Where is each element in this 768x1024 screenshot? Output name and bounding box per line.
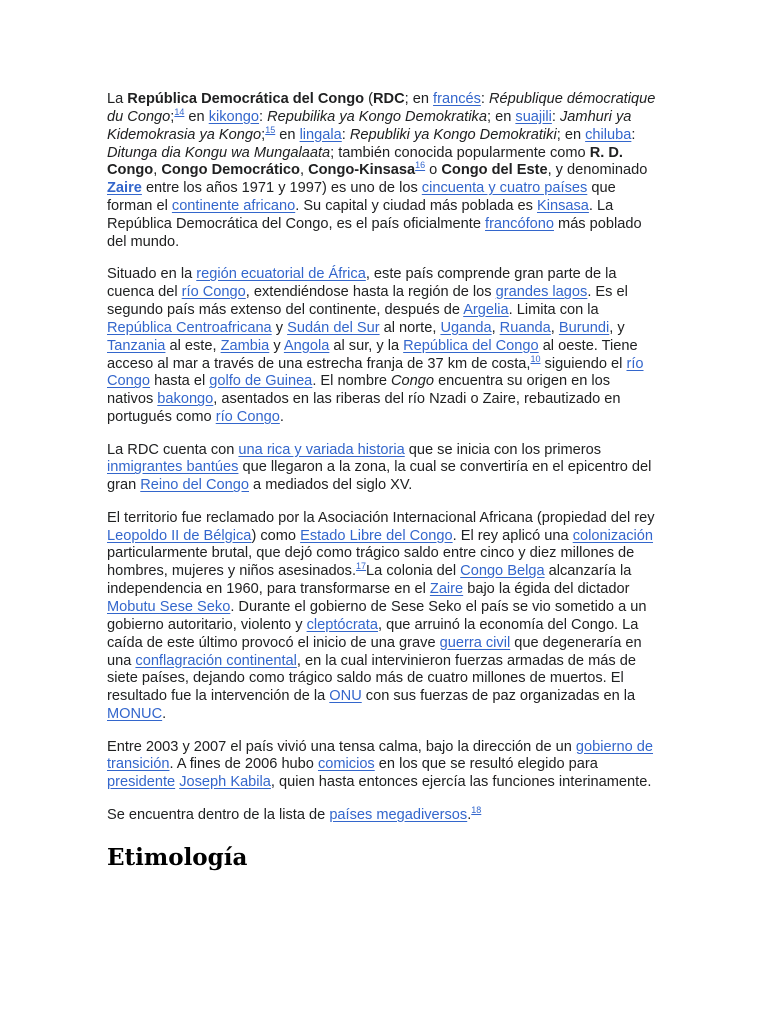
text-run: o — [425, 162, 442, 179]
link-burundi[interactable]: Burundi — [558, 319, 610, 336]
paragraph-geography — [107, 266, 659, 427]
reference-link-10[interactable]: 10 — [530, 353, 541, 364]
text-run: , y — [609, 319, 625, 336]
text-run: y — [271, 319, 288, 336]
text-run: , y denominado — [547, 162, 648, 179]
paragraph-megadiverse — [107, 804, 659, 825]
text-run: que se inicia con los primeros — [404, 441, 602, 458]
text-run: con sus fuerzas de paz organizadas en la — [361, 688, 636, 705]
link-paises-megadiversos[interactable]: países megadiversos — [329, 806, 468, 823]
text-run: al sur, y la — [329, 337, 404, 354]
text-run: y — [269, 337, 284, 354]
text-run: particularmente brutal, que dejó como trágico saldo entre cinco y diez millones de hombres, mujeres y niños asesinados. — [107, 545, 635, 580]
text-run: más poblado del mundo. — [107, 215, 642, 250]
bold-term: Congo Democrático — [161, 162, 300, 179]
text-run: . Durante el gobierno de Sese Seko el país se vio sometido a un gobierno autoritario, violento y — [107, 599, 647, 633]
bold-term: República Democrática del Congo — [127, 91, 365, 107]
link-rio-congo[interactable]: río Congo — [107, 355, 644, 390]
link-angola[interactable]: Angola — [283, 337, 330, 354]
text-run: , asentados en las riberas del río Nzadi o Zaire, rebautizado en portugués como — [107, 391, 621, 426]
reference-superscript — [530, 354, 540, 364]
text-run: , — [550, 319, 559, 336]
section-heading-etimologia: Etimología — [107, 843, 248, 871]
italic-name: Republiki ya Kongo Demokratiki — [349, 126, 557, 143]
link-lingala[interactable]: lingala — [299, 126, 342, 143]
link-chiluba[interactable]: chiluba — [585, 126, 632, 143]
link-gobierno-de-transicion[interactable]: gobierno de transición — [107, 738, 654, 773]
bold-term: Congo del Este — [441, 162, 548, 179]
reference-superscript — [471, 805, 481, 815]
bold-term: Congo-Kinsasa — [308, 162, 416, 179]
link-argelia[interactable]: Argelia — [463, 301, 509, 318]
link-golfo-de-guinea[interactable]: golfo de Guinea — [209, 373, 313, 390]
link-ruanda[interactable]: Ruanda — [499, 319, 551, 336]
text-run: que forman el — [107, 180, 616, 215]
text-run: . — [467, 806, 472, 823]
link-tanzania[interactable]: Tanzania — [107, 337, 166, 354]
reference-superscript — [356, 561, 366, 571]
text-run: a mediados del siglo XV. — [249, 477, 413, 494]
link-onu[interactable]: ONU — [329, 688, 362, 705]
text-run: : — [259, 108, 268, 125]
text-run: . A fines de 2006 hubo — [169, 756, 318, 773]
text-run: ; también conocida popularmente como — [330, 144, 590, 161]
bold-term: RDC — [373, 91, 405, 107]
text-run: La RDC cuenta con — [107, 441, 239, 458]
paragraph-transition — [107, 739, 659, 793]
text-run: . La República Democrática del Congo, es el país oficialmente — [107, 198, 614, 232]
text-run: Se encuentra dentro de la lista de — [107, 806, 330, 823]
link-bakongo[interactable]: bakongo — [157, 391, 214, 408]
link-guerra-civil[interactable]: guerra civil — [439, 634, 511, 651]
reference-link-17[interactable]: 17 — [356, 561, 367, 572]
text-run: La — [107, 91, 128, 107]
text-run: ; en — [404, 91, 434, 107]
link-joseph-kabila[interactable]: Joseph Kabila — [179, 774, 271, 791]
text-run: . — [279, 409, 284, 426]
text-run: . El nombre — [312, 373, 391, 390]
bold-term: R. D. Congo — [107, 144, 623, 179]
link-kinsasa[interactable]: Kinsasa — [536, 198, 589, 215]
reference-link-14[interactable]: 14 — [174, 106, 185, 117]
link-leopoldo-ii-de-belgica[interactable]: Leopoldo II de Bélgica — [107, 527, 252, 544]
text-run: . Es el segundo país más extenso del continente, después de — [107, 284, 628, 318]
text-run: ; en — [556, 126, 586, 143]
text-run: . El rey aplicó una — [452, 527, 573, 544]
text-run: , quien hasta entonces ejercía las funciones interinamente. — [270, 774, 652, 791]
text-run: ; — [261, 126, 266, 143]
link-comicios[interactable]: comicios — [317, 756, 375, 773]
text-run: , — [153, 162, 162, 179]
text-run: ; en — [486, 108, 516, 125]
link-congo-belga[interactable]: Congo Belga — [460, 563, 545, 580]
link-republica-del-congo[interactable]: República del Congo — [403, 337, 539, 354]
link-colonizacion[interactable]: colonización — [572, 527, 654, 544]
text-run: Entre 2003 y 2007 el país vivió una tensa calma, bajo la dirección de un — [107, 738, 576, 755]
link-mobutu-sese-seko[interactable]: Mobutu Sese Seko — [107, 599, 231, 615]
reference-link-18[interactable]: 18 — [471, 804, 482, 815]
reference-superscript — [174, 107, 184, 117]
text-run: que degeneraría en una — [107, 634, 642, 669]
text-run: ) como — [251, 527, 301, 544]
text-run: : — [551, 108, 560, 125]
text-run: en — [184, 108, 209, 125]
link-presidente[interactable]: presidente — [107, 774, 176, 791]
link-monuc[interactable]: MONUC — [107, 706, 163, 723]
text-run: , extendiéndose hasta la región de los — [245, 284, 496, 301]
link-kikongo[interactable]: kikongo — [208, 108, 260, 125]
paragraph-intro — [107, 91, 659, 252]
link-zaire[interactable]: Zaire — [107, 180, 142, 197]
text-run: . Limita con la — [508, 301, 599, 318]
text-run: que llegaron a la zona, la cual se convertiría en el epicentro del gran — [107, 459, 652, 494]
italic-name: Congo — [391, 373, 435, 390]
text-run: bajo la égida del dictador — [463, 581, 630, 598]
reference-superscript — [265, 125, 275, 135]
text-run: al oeste. Tiene acceso al mar a través de una estrecha franja de 37 km de costa, — [107, 337, 638, 372]
text-run: hasta el — [150, 373, 210, 390]
text-run: , en la cual intervinieron fuerzas armadas de más de siete países, dejando como trágico saldo más de cuatro millones de muertos. El resultado fue la intervención de la — [107, 652, 636, 705]
text-run: , — [491, 319, 500, 336]
link-sudan-del-sur[interactable]: Sudán del Sur — [287, 319, 380, 336]
link-rio-congo[interactable]: río Congo — [181, 284, 246, 301]
link-conflagracion-continental[interactable]: conflagración continental — [135, 652, 297, 669]
italic-name: République démocratique du Congo — [107, 91, 656, 125]
text-run: al norte, — [379, 319, 441, 336]
link-zambia[interactable]: Zambia — [220, 337, 270, 354]
reference-superscript — [415, 161, 425, 171]
link-reino-del-congo[interactable]: Reino del Congo — [140, 477, 249, 494]
text-run: , este país comprende gran parte de la cuenca del — [107, 266, 617, 301]
link-grandes-lagos[interactable]: grandes lagos — [495, 284, 588, 301]
link-cleptocrata[interactable]: cleptócrata — [306, 616, 378, 633]
link-estado-libre-del-congo[interactable]: Estado Libre del Congo — [300, 527, 453, 544]
text-run: encuentra su origen en los nativos — [107, 373, 611, 408]
link-cincuenta-y-cuatro-paises[interactable]: cincuenta y cuatro países — [421, 180, 588, 197]
bold-link-wrapper — [107, 180, 142, 196]
link-rio-congo[interactable]: río Congo — [215, 409, 280, 426]
link-continente-africano[interactable]: continente africano — [171, 198, 296, 215]
italic-name: Ditunga dia Kongu wa Mungalaata — [107, 144, 331, 161]
text-run: , que arruinó la economía del Congo. La caída de este último provocó el inicio de una grave — [107, 616, 639, 651]
text-run: : — [480, 91, 490, 107]
link-uganda[interactable]: Uganda — [440, 319, 492, 336]
text-run: ( — [364, 91, 374, 107]
italic-name: Jamhuri ya Kidemokrasia ya Kongo — [107, 108, 632, 143]
text-run: El territorio fue reclamado por la Asociación Internacional Africana (propiedad del rey — [107, 509, 655, 526]
italic-name: Repubilika ya Kongo Demokratika — [267, 108, 487, 125]
link-inmigrantes-bantues[interactable]: inmigrantes bantúes — [107, 459, 239, 476]
text-run: , — [299, 162, 309, 179]
text-run: . Su capital y ciudad más poblada es — [295, 198, 537, 215]
text-run: al este, — [165, 337, 221, 354]
link-suajili[interactable]: suajili — [515, 108, 552, 125]
text-run: La colonia del — [366, 563, 461, 580]
paragraph-history-origin — [107, 442, 659, 496]
link-region-ecuatorial-de-africa[interactable]: región ecuatorial de África — [196, 266, 366, 283]
text-run: en — [275, 126, 300, 143]
text-run: . — [162, 706, 167, 723]
text-run: en los que se resultó elegido para — [374, 756, 598, 773]
text-run: : — [341, 126, 350, 143]
link-zaire[interactable]: Zaire — [429, 581, 464, 598]
text-run: entre los años 1971 y 1997) es uno de los — [141, 180, 422, 197]
link-francofono[interactable]: francófono — [485, 215, 554, 232]
link-frances[interactable]: francés — [433, 91, 481, 107]
link-una-rica-y-variada-historia[interactable]: una rica y variada historia — [238, 441, 405, 458]
reference-link-15[interactable]: 15 — [265, 124, 276, 135]
link-republica-centroafricana[interactable]: República Centroafricana — [107, 319, 272, 336]
article-body — [107, 91, 659, 873]
reference-link-16[interactable]: 16 — [415, 160, 426, 171]
text-run: : — [631, 126, 636, 143]
text-run: Situado en la — [107, 266, 197, 283]
paragraph-colonial-history — [107, 510, 659, 724]
text-run: alcanzaría la independencia en 1960, para transformarse en el — [107, 563, 632, 598]
text-run: siguiendo el — [540, 355, 627, 372]
text-run: ; — [170, 108, 175, 125]
